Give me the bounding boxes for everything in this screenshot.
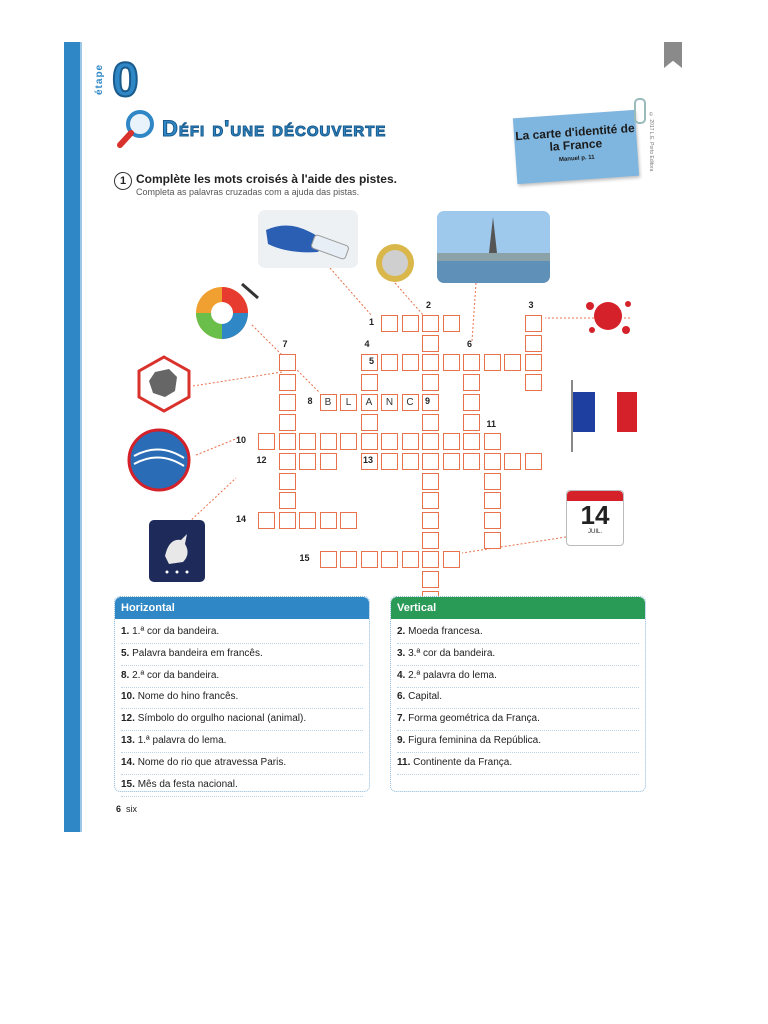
crossword-cell[interactable] — [320, 453, 337, 470]
clue-text: Símbolo do orgulho nacional (animal). — [137, 713, 307, 725]
crossword-cell[interactable] — [484, 453, 501, 470]
crossword-cell[interactable] — [402, 354, 419, 371]
clue-number: 13. — [121, 735, 138, 746]
calendar-day: 14 — [580, 500, 610, 530]
crossword-cell[interactable] — [525, 315, 542, 332]
crossword-number: 12 — [256, 454, 267, 465]
crossword-cell[interactable] — [443, 551, 460, 568]
clue-number: 12. — [121, 713, 138, 725]
clue-number: 11. — [397, 756, 414, 768]
crossword-cell[interactable] — [340, 433, 357, 450]
crossword-cell[interactable] — [299, 453, 316, 470]
crossword-cell[interactable] — [361, 374, 378, 391]
crossword-cell[interactable] — [299, 512, 316, 529]
crossword-cell[interactable] — [484, 433, 501, 450]
horizontal-clue — [121, 621, 363, 644]
clue-text: Forma geométrica da França. — [408, 713, 540, 725]
page-number-word: six — [126, 804, 138, 814]
crossword-cell[interactable] — [463, 394, 480, 411]
horizontal-clue — [121, 774, 363, 797]
crossword-number: 15 — [299, 553, 310, 564]
crossword-cell[interactable] — [422, 453, 439, 470]
crossword-cell[interactable] — [258, 512, 275, 529]
crossword-cell[interactable] — [279, 433, 296, 450]
vertical-clue — [397, 686, 639, 709]
clue-text: Figura feminina da República. — [408, 735, 541, 746]
crossword-cell[interactable] — [381, 354, 398, 371]
crossword-cell[interactable] — [320, 512, 337, 529]
clue-number: 9. — [397, 735, 409, 746]
id-card-manual-ref: Manuel p. 11 — [558, 154, 595, 164]
crossword-cell-given[interactable]: N — [381, 394, 398, 411]
clue-number: 7. — [397, 713, 409, 725]
crossword-cell[interactable] — [402, 315, 419, 332]
crossword-cell-given[interactable]: B — [320, 394, 337, 411]
clue-text: Nome do rio que atravessa Paris. — [137, 756, 287, 768]
clue-number: 10. — [121, 691, 138, 703]
crossword-cell[interactable] — [381, 433, 398, 450]
clue-number: 8. — [121, 669, 133, 681]
exercise-number: 1 — [114, 172, 132, 190]
clue-text: 2.ª palavra do lema. — [408, 669, 497, 681]
crossword-cell[interactable] — [422, 492, 439, 509]
crossword-cell[interactable] — [320, 433, 337, 450]
crossword-cell[interactable] — [422, 532, 439, 549]
crossword-cell[interactable] — [279, 414, 296, 431]
crossword-cell[interactable] — [443, 354, 460, 371]
crossword-number: 4 — [364, 339, 370, 350]
clue-number: 2. — [397, 626, 409, 637]
instruction-fr: Complète les mots croisés à l'aide des pistes. — [136, 172, 397, 186]
crossword-cell[interactable] — [422, 335, 439, 352]
crossword-number: 3 — [528, 300, 534, 310]
horizontal-clue — [121, 686, 363, 709]
clue-number: 6. — [397, 691, 409, 703]
horizontal-clues-box — [114, 596, 370, 792]
vertical-heading: Vertical — [391, 597, 645, 619]
crossword-cell[interactable] — [463, 453, 480, 470]
crossword-cell[interactable] — [504, 354, 521, 371]
crossword-number: 6 — [467, 339, 473, 350]
crossword-cell[interactable] — [320, 551, 337, 568]
crossword-cell[interactable] — [361, 414, 378, 431]
crossword-cell[interactable] — [422, 354, 439, 371]
clue-text: 1.ª palavra do lema. — [137, 735, 227, 746]
page-number — [116, 804, 137, 814]
crossword-cell[interactable] — [279, 453, 296, 470]
crossword-cell[interactable] — [422, 315, 439, 332]
crossword-cell[interactable] — [402, 551, 419, 568]
clue-text: 3.ª cor da bandeira. — [408, 647, 496, 659]
horizontal-heading: Horizontal — [115, 597, 369, 619]
horizontal-clue — [121, 708, 363, 731]
crossword-number: 13 — [363, 454, 374, 465]
crossword-cell[interactable] — [279, 492, 296, 509]
crossword-cell[interactable] — [402, 453, 419, 470]
clue-text: Mês da festa nacional. — [137, 778, 238, 790]
crossword-cell[interactable] — [422, 374, 439, 391]
crossword-cell[interactable] — [484, 473, 501, 490]
crossword-cell[interactable] — [279, 354, 296, 371]
crossword-cell[interactable] — [340, 551, 357, 568]
horizontal-clue — [121, 643, 363, 666]
crossword-cell[interactable] — [279, 374, 296, 391]
vertical-clue — [397, 752, 639, 775]
crossword-cell[interactable] — [422, 414, 439, 431]
clue-text: 2.ª cor da bandeira. — [132, 669, 220, 681]
crossword-cell[interactable] — [361, 551, 378, 568]
horizontal-clue — [121, 665, 363, 688]
section-title: Défi d'une découverte — [162, 116, 387, 141]
clue-text: Capital. — [408, 691, 443, 703]
horizontal-clue — [121, 730, 363, 753]
crossword-cell[interactable] — [443, 453, 460, 470]
crossword-cell[interactable] — [484, 532, 501, 549]
crossword-cell[interactable] — [463, 433, 480, 450]
crossword-number: 1 — [369, 317, 375, 327]
crossword-cell[interactable] — [381, 551, 398, 568]
crossword-cell[interactable] — [484, 492, 501, 509]
crossword-cell[interactable] — [279, 394, 296, 411]
vertical-clue — [397, 643, 639, 666]
crossword-cell[interactable] — [402, 433, 419, 450]
crossword-cell[interactable] — [258, 433, 275, 450]
crossword-cell[interactable] — [443, 315, 460, 332]
clue-number: 3. — [397, 647, 409, 659]
clue-text: 1.ª cor da bandeira. — [132, 626, 220, 637]
horizontal-clue — [121, 752, 363, 775]
clue-text: Palavra bandeira em francês. — [132, 647, 263, 659]
crossword-cell[interactable] — [525, 335, 542, 352]
crossword-cell[interactable] — [422, 551, 439, 568]
crossword-cell[interactable] — [463, 414, 480, 431]
clue-number: 5. — [121, 647, 133, 659]
crossword-cell[interactable] — [484, 512, 501, 529]
crossword-cell[interactable] — [422, 433, 439, 450]
crossword-cell[interactable] — [299, 433, 316, 450]
crossword-cell[interactable] — [525, 374, 542, 391]
crossword-cell[interactable] — [525, 354, 542, 371]
crossword-number: 5 — [369, 356, 375, 367]
clue-number: 15. — [121, 778, 138, 790]
clue-text: Nome do hino francês. — [137, 691, 239, 703]
vertical-clue — [397, 730, 639, 753]
calendar-month: JUIL. — [587, 529, 602, 535]
crossword-cell[interactable] — [279, 512, 296, 529]
crossword-cell-given[interactable]: L — [340, 394, 357, 411]
crossword-number: 10 — [236, 435, 247, 446]
crossword-cell[interactable] — [422, 571, 439, 588]
crossword-cell[interactable] — [525, 453, 542, 470]
crossword-number: 11 — [486, 419, 497, 430]
vertical-clues-box — [390, 596, 646, 792]
etape-number: 0 — [112, 54, 139, 107]
copyright-text: © 2017 L.E. Porto Editora — [648, 112, 654, 172]
crossword-cell-given[interactable]: C — [402, 394, 419, 411]
crossword-number: 8 — [307, 395, 313, 406]
crossword-cell[interactable] — [340, 512, 357, 529]
crossword-cell[interactable] — [361, 433, 378, 450]
clue-text: Moeda francesa. — [408, 626, 483, 637]
vertical-clue — [397, 621, 639, 644]
etape-tag: étape — [94, 63, 105, 95]
crossword-number: 2 — [426, 300, 432, 310]
crossword-number: 7 — [282, 339, 288, 350]
id-card-title: La carte d'identité de la France — [514, 120, 636, 154]
crossword-number: 14 — [236, 514, 247, 524]
crossword-cell[interactable] — [422, 473, 439, 490]
instruction-pt: Completa as palavras cruzadas com a ajuda das pistas. — [136, 187, 360, 197]
clue-number: 4. — [397, 669, 409, 681]
vertical-clue — [397, 665, 639, 688]
crossword-cell[interactable] — [484, 354, 501, 371]
page-number-digit: 6 — [116, 804, 122, 814]
crossword-cell[interactable] — [422, 512, 439, 529]
clue-number: 1. — [121, 626, 133, 637]
crossword-cell[interactable] — [504, 453, 521, 470]
clue-text: Continente da França. — [413, 756, 513, 768]
vertical-clue — [397, 708, 639, 731]
crossword-cell[interactable] — [279, 473, 296, 490]
crossword-number: 9 — [425, 395, 431, 406]
crossword-cell[interactable] — [463, 354, 480, 371]
crossword-cell[interactable] — [463, 374, 480, 391]
clue-number: 14. — [121, 756, 138, 768]
crossword-cell-given[interactable]: A — [361, 394, 378, 411]
crossword-cell[interactable] — [381, 315, 398, 332]
crossword-cell[interactable] — [443, 433, 460, 450]
crossword-cell[interactable] — [381, 453, 398, 470]
